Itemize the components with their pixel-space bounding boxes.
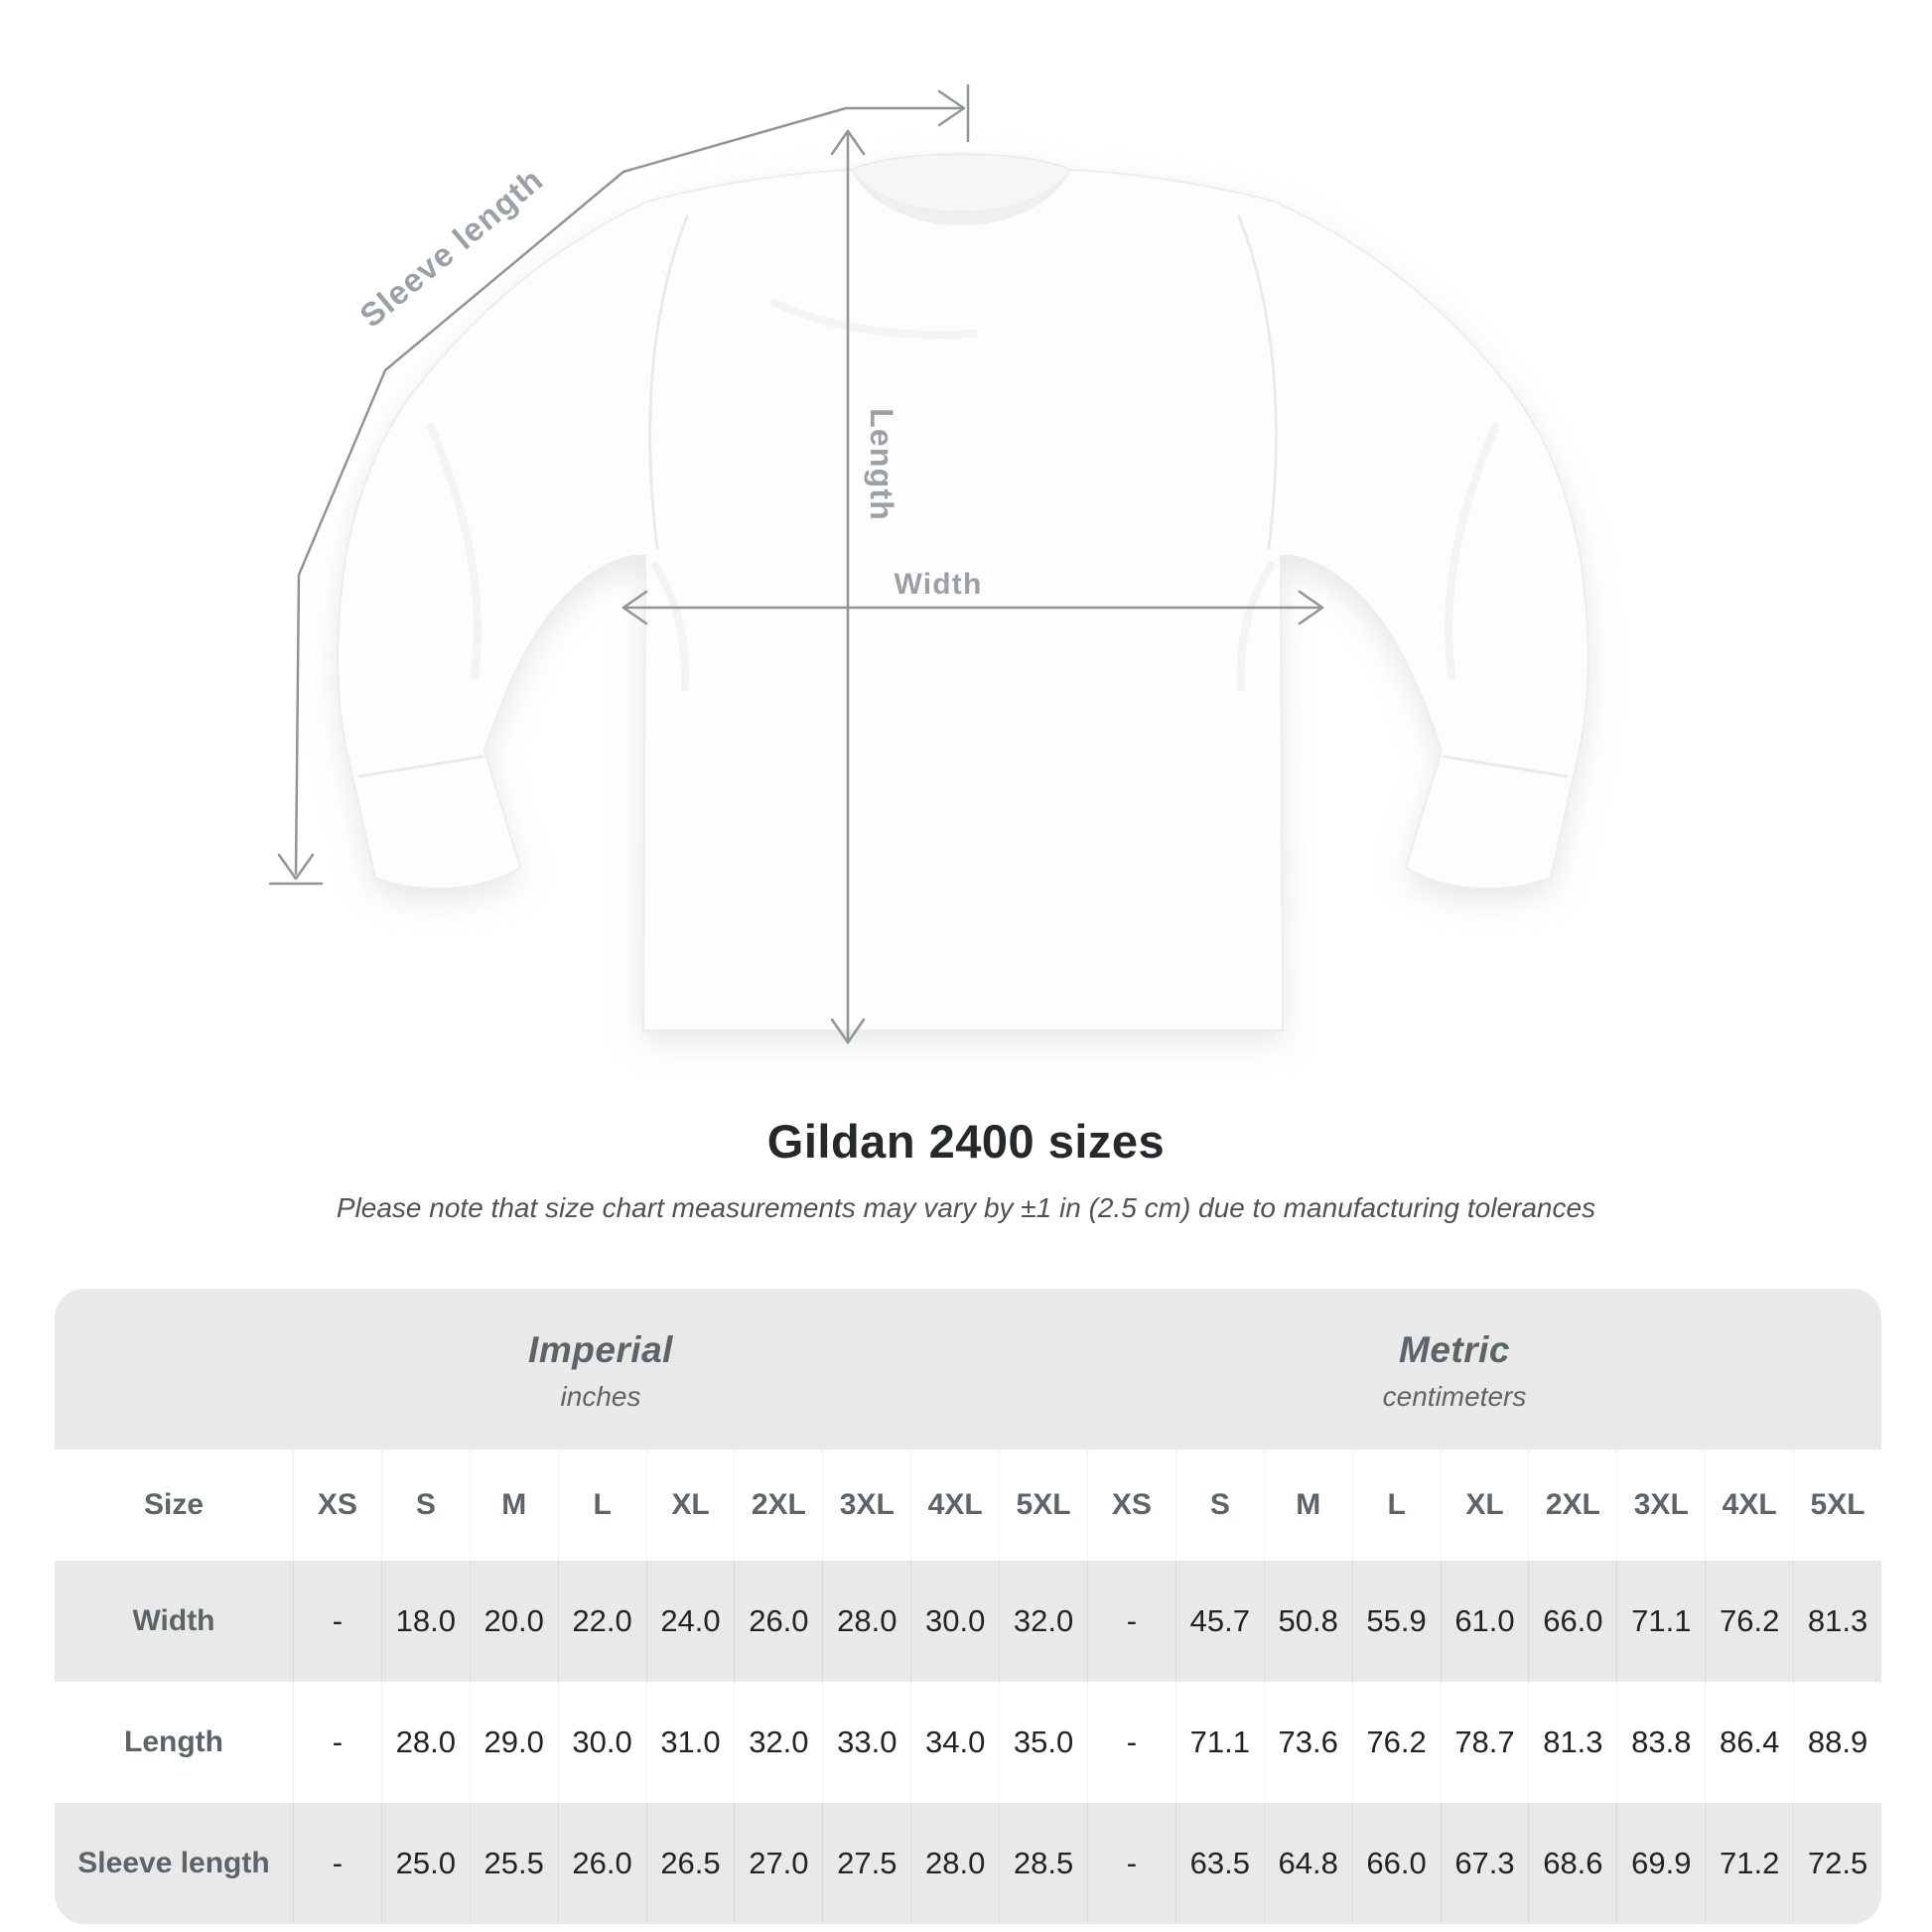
cell-sleeve-length-metric-xl: 67.3 — [1441, 1803, 1529, 1924]
column-header-imperial-s: S — [381, 1449, 470, 1561]
cell-sleeve-length-metric-3xl: 69.9 — [1616, 1803, 1705, 1924]
cell-length-imperial-xl: 31.0 — [646, 1682, 735, 1803]
column-header-metric-xs: XS — [1087, 1449, 1175, 1561]
column-header-imperial-3xl: 3XL — [822, 1449, 910, 1561]
column-header-metric-m: M — [1264, 1449, 1352, 1561]
cell-sleeve-length-metric-2xl: 68.6 — [1528, 1803, 1616, 1924]
column-header-imperial-4xl: 4XL — [910, 1449, 999, 1561]
unit-group-imperial — [174, 1289, 1028, 1449]
cell-sleeve-length-imperial-4xl: 28.0 — [910, 1803, 999, 1924]
imperial-label: Imperial — [528, 1329, 673, 1370]
cell-length-metric-xs: - — [1087, 1682, 1175, 1803]
column-header-metric-l: L — [1352, 1449, 1441, 1561]
cell-length-imperial-5xl: 35.0 — [999, 1682, 1087, 1803]
size-table-grid — [55, 1449, 1881, 1924]
column-header-metric-2xl: 2XL — [1528, 1449, 1616, 1561]
cell-sleeve-length-metric-4xl: 71.2 — [1705, 1803, 1793, 1924]
column-header-imperial-2xl: 2XL — [734, 1449, 822, 1561]
cell-length-metric-s: 71.1 — [1175, 1682, 1264, 1803]
column-header-metric-xl: XL — [1441, 1449, 1529, 1561]
unit-header-band — [55, 1289, 1881, 1449]
cell-width-imperial-5xl: 32.0 — [999, 1561, 1087, 1682]
column-header-imperial-xl: XL — [646, 1449, 735, 1561]
length-label: Length — [864, 408, 899, 521]
cell-width-metric-l: 55.9 — [1352, 1561, 1441, 1682]
cell-length-metric-xl: 78.7 — [1441, 1682, 1529, 1803]
cell-width-metric-3xl: 71.1 — [1616, 1561, 1705, 1682]
column-header-imperial-5xl: 5XL — [999, 1449, 1087, 1561]
sleeve-length-label: Sleeve length — [352, 160, 550, 335]
cell-length-metric-5xl: 88.9 — [1793, 1682, 1881, 1803]
column-header-metric-5xl: 5XL — [1793, 1449, 1881, 1561]
column-header-metric-s: S — [1175, 1449, 1264, 1561]
cell-length-imperial-4xl: 34.0 — [910, 1682, 999, 1803]
cell-sleeve-length-imperial-l: 26.0 — [558, 1803, 646, 1924]
cell-length-imperial-l: 30.0 — [558, 1682, 646, 1803]
row-label-width: Width — [55, 1561, 293, 1682]
cell-sleeve-length-imperial-5xl: 28.5 — [999, 1803, 1087, 1924]
cell-width-imperial-xl: 24.0 — [646, 1561, 735, 1682]
size-table — [55, 1289, 1881, 1924]
row-label-sleeve-length: Sleeve length — [55, 1803, 293, 1924]
cell-width-metric-4xl: 76.2 — [1705, 1561, 1793, 1682]
cell-length-imperial-xs: - — [293, 1682, 381, 1803]
cell-sleeve-length-metric-s: 63.5 — [1175, 1803, 1264, 1924]
imperial-unit-label: inches — [560, 1381, 641, 1412]
cell-width-imperial-xs: - — [293, 1561, 381, 1682]
cell-width-imperial-2xl: 26.0 — [734, 1561, 822, 1682]
cell-width-imperial-s: 18.0 — [381, 1561, 470, 1682]
cell-width-metric-m: 50.8 — [1264, 1561, 1352, 1682]
cell-sleeve-length-metric-l: 66.0 — [1352, 1803, 1441, 1924]
metric-unit-label: centimeters — [1382, 1381, 1527, 1412]
cell-sleeve-length-metric-m: 64.8 — [1264, 1803, 1352, 1924]
cell-sleeve-length-imperial-xs: - — [293, 1803, 381, 1924]
cell-length-metric-l: 76.2 — [1352, 1682, 1441, 1803]
cell-width-imperial-3xl: 28.0 — [822, 1561, 910, 1682]
cell-sleeve-length-imperial-2xl: 27.0 — [734, 1803, 822, 1924]
column-header-size: Size — [143, 1488, 205, 1521]
row-label-length: Length — [124, 1725, 223, 1758]
cell-length-imperial-m: 29.0 — [470, 1682, 558, 1803]
cell-width-imperial-m: 20.0 — [470, 1561, 558, 1682]
cell-sleeve-length-imperial-xl: 26.5 — [646, 1803, 735, 1924]
page-title: Gildan 2400 sizes — [766, 1115, 1166, 1168]
cell-sleeve-length-imperial-m: 25.5 — [470, 1803, 558, 1924]
unit-band-spacer — [55, 1289, 174, 1449]
column-header-metric-3xl: 3XL — [1616, 1449, 1705, 1561]
column-header-imperial-m: M — [470, 1449, 558, 1561]
cell-width-metric-5xl: 81.3 — [1793, 1561, 1881, 1682]
metric-label: Metric — [1399, 1329, 1510, 1370]
cell-length-metric-4xl: 86.4 — [1705, 1682, 1793, 1803]
column-header-imperial-l: L — [558, 1449, 646, 1561]
cell-width-metric-xs: - — [1087, 1561, 1175, 1682]
cell-width-metric-s: 45.7 — [1175, 1561, 1264, 1682]
cell-length-imperial-s: 28.0 — [381, 1682, 470, 1803]
column-header-metric-4xl: 4XL — [1705, 1449, 1793, 1561]
cell-sleeve-length-metric-xs: - — [1087, 1803, 1175, 1924]
column-header-imperial-xs: XS — [293, 1449, 381, 1561]
cell-length-metric-m: 73.6 — [1264, 1682, 1352, 1803]
cell-length-metric-3xl: 83.8 — [1616, 1682, 1705, 1803]
cell-sleeve-length-imperial-3xl: 27.5 — [822, 1803, 910, 1924]
cell-length-imperial-2xl: 32.0 — [734, 1682, 822, 1803]
cell-width-imperial-4xl: 30.0 — [910, 1561, 999, 1682]
chart-header — [0, 1114, 1932, 1224]
cell-width-metric-xl: 61.0 — [1441, 1561, 1529, 1682]
cell-length-metric-2xl: 81.3 — [1528, 1682, 1616, 1803]
cell-width-metric-2xl: 66.0 — [1528, 1561, 1616, 1682]
cell-sleeve-length-imperial-s: 25.0 — [381, 1803, 470, 1924]
cell-width-imperial-l: 22.0 — [558, 1561, 646, 1682]
unit-group-metric — [1028, 1289, 1881, 1449]
cell-sleeve-length-metric-5xl: 72.5 — [1793, 1803, 1881, 1924]
width-label: Width — [894, 568, 983, 601]
subtitle: Please note that size chart measurements may vary by ±1 in (2.5 cm) due to manufacturing tolerances — [336, 1192, 1596, 1223]
cell-length-imperial-3xl: 33.0 — [822, 1682, 910, 1803]
